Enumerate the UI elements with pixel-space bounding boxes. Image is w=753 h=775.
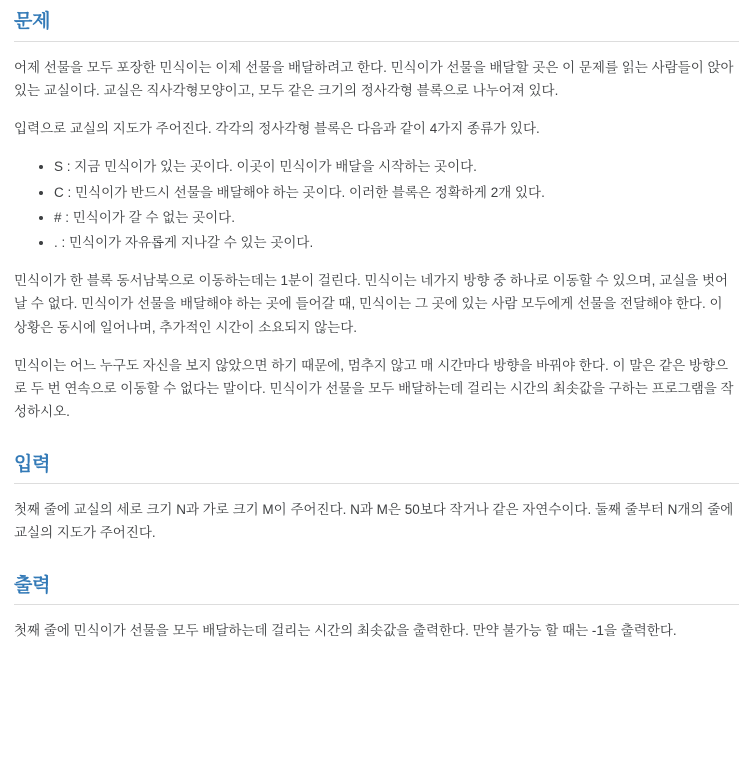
section-problem	[14, 10, 739, 424]
problem-paragraph-4: 민식이는 어느 누구도 자신을 보지 않았으면 하기 때문에, 멈추지 않고 매 시간마다 방향을 바꿔야 한다. 이 말은 같은 방향으로 두 번 연속으로 이동할 수 없다는 말이다. 민식이가 선물을 모두 배달하는데 걸리는 시간의 최솟값을 구하는 프로그램을 작성하시오.	[14, 357, 734, 420]
spacer	[14, 439, 739, 453]
list-item: • # : 민식이가 갈 수 없는 곳이다.	[54, 206, 739, 229]
section-divider-problem	[14, 41, 739, 42]
block-type-list	[14, 155, 739, 254]
section-heading-output: 출력	[14, 574, 51, 596]
section-heading-problem: 문제	[14, 11, 51, 32]
section-output	[14, 574, 739, 643]
spacer	[14, 560, 739, 574]
list-item: • C : 민식이가 반드시 선물을 배달해야 하는 곳이다. 이러한 블록은 정확하게 2개 있다.	[54, 181, 739, 204]
section-divider-output	[14, 604, 739, 605]
list-item: • . : 민식이가 자유롭게 지나갈 수 있는 곳이다.	[54, 231, 739, 254]
problem-paragraph-2: 입력으로 교실의 지도가 주어진다. 각각의 정사각형 블록은 다음과 같이 4가지 종류가 있다.	[14, 121, 540, 137]
input-paragraph-1: 첫째 줄에 교실의 세로 크기 N과 가로 크기 M이 주어진다. N과 M은 50보다 작거나 같은 자연수이다. 둘째 줄부터 N개의 줄에 교실의 지도가 주어진다.	[14, 502, 734, 541]
list-item: • S : 지금 민식이가 있는 곳이다. 이곳이 민식이가 배달을 시작하는 곳이다.	[54, 155, 739, 178]
problem-paragraph-3: 민식이가 한 블록 동서남북으로 이동하는데는 1분이 걸린다. 민식이는 네가지 방향 중 하나로 이동할 수 있으며, 교실을 벗어날 수 없다. 민식이가 선물을 배달해야 하는 곳에 들어갈 때, 민식이는 그 곳에 있는 사람 모두에게 선물을 전달해야 한다. 이 상황은 동시에 일어나며, 추가적인 시간이 소요되지 않는다.	[14, 273, 729, 335]
output-paragraph-1: 첫째 줄에 민식이가 선물을 모두 배달하는데 걸리는 시간의 최솟값을 출력한다. 만약 불가능 할 때는 -1을 출력한다.	[14, 623, 677, 639]
section-input	[14, 453, 739, 545]
section-divider-input	[14, 483, 739, 484]
problem-paragraph-1: 어제 선물을 모두 포장한 민식이는 이제 선물을 배달하려고 한다. 민식이가 선물을 배달할 곳은 이 문제를 읽는 사람들이 앉아 있는 교실이다. 교실은 직사각형모양이고, 모두 같은 크기의 정사각형 블록으로 나누어져 있다.	[14, 59, 734, 98]
section-heading-input: 입력	[14, 453, 51, 475]
